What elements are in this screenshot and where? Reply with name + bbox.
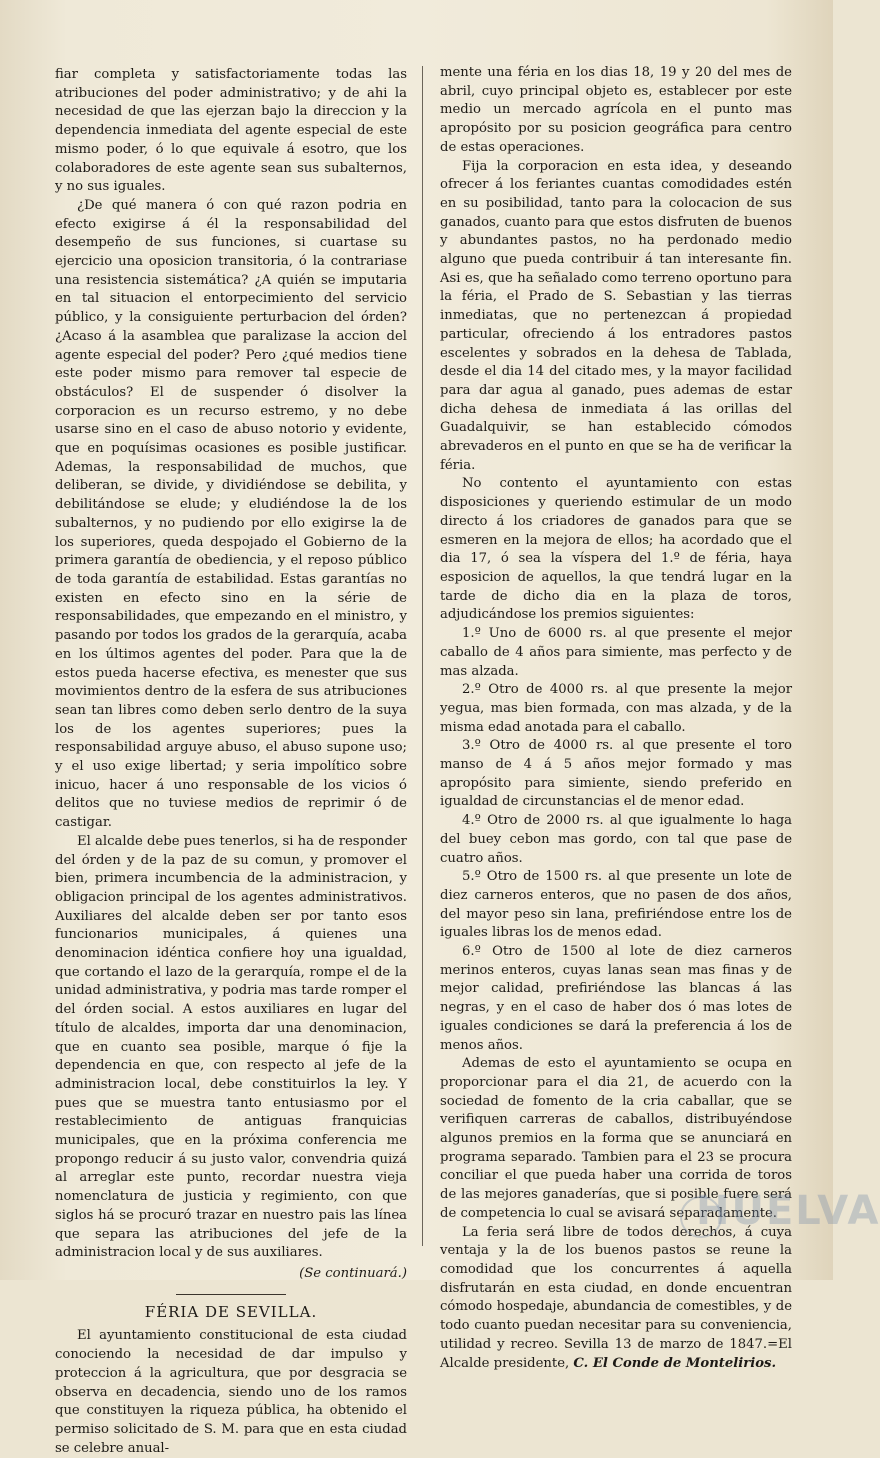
prize-item: 2.º Otro de 4000 rs. al que presente la mejor yegua, mas bien formada, con mas alzada, y de la misma edad anotada para el caballo. (440, 682, 792, 735)
section-divider (176, 1294, 286, 1295)
paragraph: No contento el ayuntamiento con estas disposiciones y queriendo estimular de un modo directo á los criadores de ganados para que se esmeren en la mejora de ellos; ha acordado que el dia 17, ó sea la víspera del 1.º de féria, haya esposicion de aquellos, la que tendrá lugar en la tarde de dicho dia en la plaza de toros, adjudicándose los premios siguientes: (440, 476, 792, 623)
paragraph: El ayuntamiento constitucional de esta ciudad conociendo la necesidad de dar impulso y proteccion á la agricultura, que por desgracia se observa en decadencia, siendo uno de los ramos que constituyen la riqueza pública, ha obtenido el permiso solicitado de S. M. para que en esta ciudad se celebre anual- (55, 1328, 407, 1456)
paragraph: fiar completa y satisfactoriamente todas las atribuciones del poder administrativo; y de ahi la necesidad de que las ejerzan bajo la direccion y la dependencia inmediata del agente especial de este mismo poder, ó lo que equivale á esotro, que los colaboradores de este agente sean sus subalternos, y no sus iguales. (55, 67, 407, 195)
paragraph: Ademas de esto el ayuntamiento se ocupa en proporcionar para el dia 21, de acuerdo con la sociedad de fomento de la cria caballar, que se verifiquen carreras de caballos, distribuyéndose algunos premios en la forma que se anunciará en programa separado. Tambien para el 23 se procura conciliar el que pueda haber una corrida de toros de las mejores ganaderías, que si posible fuere será de competencia lo cual se avisará separadamente. (440, 1056, 792, 1221)
paragraph: Fija la corporacion en esta idea, y deseando ofrecer á los feriantes cuantas comodidades estén en su posibilidad, tanto para la colocacion de sus ganados, cuanto para que estos disfruten de buenos y abundantes pastos, no ha perdonado medio alguno que pueda contribuir á tan interesante fin. Asi es, que ha señalado como terreno oportuno para la féria, el Prado de S. Sebastian y las tierras inmediatas, que no pertenezcan á propiedad particular, ofreciendo á los entradores pastos escelentes y sobrados en la dehesa de Tablada, desde el dia 14 del citado mes, y la mayor facilidad para dar agua al ganado, pues ademas de estar dicha dehesa de inmediata á las orillas del Guadalquivir, se han establecido cómodos abrevaderos en el punto en que se ha de verificar la féria. (440, 158, 792, 473)
paragraph: ¿De qué manera ó con qué razon podria en efecto exigirse á él la responsabilidad del desempeño de sus funciones, si cuartase su ejercicio una oposicion transitoria, ó la contrariase una resistencia sistemática? ¿A quién se imputaria en tal situacion el entorpecimiento del servicio público, y la consiguiente perturbacion del órden? ¿Acaso á la asamblea que paralizase la accion del agente especial del poder? Pero ¿qué medios tiene este poder mismo para remover tal especie de obstáculos? El de suspender ó disolver la corporacion es un recurso estremo, y no debe usarse sino en el caso de abuso notorio y evidente, que en poquísimas ocasiones es posible justificar. Ademas, la responsabilidad de muchos, que deliberan, se divide, y dividiéndose se debilita, y debilitándose se elude; y eludiéndose la de los subalternos, y no pudiendo por ello exigirse la de los superiores, queda despojado el Gobierno de la primera garantía de obediencia, y el reposo público de toda garantía de estabilidad. Estas garantías no existen en efecto sino en la série de responsabilidades, que empezando en el ministro, y pasando por todos los grados de la gerarquía, acaba en los últimos agentes del poder. Para que la de estos pueda hacerse efectiva, es menester que sus movimientos dentro de la esfera de sus atribuciones sean tan libres como deben serlo dentro de la suya los de los agentes superiores; pues la responsabilidad arguye abuso, el abuso supone uso; y el uso exige libertad; y seria impolítico sobre inicuo, hacer á uno responsable de los vicios ó delitos que no tuviese medios de reprimir ó de castigar. (55, 197, 407, 831)
prize-item: 5.º Otro de 1500 rs. al que presente un lote de diez carneros enteros, que no pasen de dos años, del mayor peso sin lana, prefiriéndose entre los de iguales libras los de menos edad. (440, 869, 792, 941)
left-column (55, 66, 407, 1458)
signature: C. El Conde de Montelirios. (573, 1355, 777, 1371)
section-title: FÉRIA DE SEVILLA. (144, 1302, 318, 1321)
prize-item: 3.º Otro de 4000 rs. al que presente el toro manso de 4 á 5 años mejor formado y mas apropósito para simiente, siendo preferido en igualdad de circunstancias el de menor edad. (440, 738, 792, 810)
column-divider (422, 66, 423, 1246)
prize-item: 1.º Uno de 6000 rs. al que presente el mejor caballo de 4 años para simiente, mas perfecto y de mas alzada. (440, 626, 792, 679)
prize-item: 6.º Otro de 1500 al lote de diez carneros merinos enteros, cuyas lanas sean mas finas y de mejor calidad, prefiriéndose las blancas á las negras, y en el caso de haber dos ó mas lotes de iguales condiciones se dará la preferencia á los de menos años. (440, 944, 792, 1053)
closing-text: La feria será libre de todos derechos, á cuya ventaja y la de los buenos pastos se reune la comodidad que los concurrentes á aquella disfrutarán en esta ciudad, en donde encuentran cómodo hospedaje, abundancia de comestibles, y de todo cuanto puedan necesitar para su conveniencia, utilidad y recreo. Sevilla 13 de marzo de 1847.=El Alcalde presidente, (440, 1224, 792, 1371)
continued-note: (Se continuará.) (299, 1266, 407, 1281)
right-column (440, 64, 792, 1373)
watermark: HUELVA (696, 1188, 880, 1234)
prize-item: 4.º Otro de 2000 rs. al que igualmente lo haga del buey cebon mas gordo, con tal que pase de cuatro años. (440, 813, 792, 866)
paragraph: mente una féria en los dias 18, 19 y 20 del mes de abril, cuyo principal objeto es, establecer por este medio un mercado agrícola en el punto mas apropósito por su posicion geográfica para centro de estas operaciones. (440, 65, 792, 155)
paragraph: El alcalde debe pues tenerlos, si ha de responder del órden y de la paz de su comun, y promover el bien, primera incumbencia de la administracion, y obligacion principal de los agentes administrativos. Auxiliares del alcalde deben ser por tanto esos funcionarios municipales, á quienes una denominacion idéntica confiere hoy una igualdad, que cortando el lazo de la gerarquía, rompe el de la unidad administrativa, y podria mas tarde romper el del órden social. A estos auxiliares en lugar del título de alcaldes, importa dar una denominacion, que en cuanto sea posible, marque ó fije la dependencia en que, con respecto al jefe de la administracion local, debe constituirlos la ley. Y pues que se muestra tanto entusiasmo por el restablecimiento de antiguas franquicias municipales, que en la próxima conferencia me propongo reducir á su justo valor, convendria quizá al arreglar este punto, recordar nuestra vieja nomenclatura de justicia y regimiento, con que siglos há se procuró trazar en nuestro pais las línea que separa las atribuciones del jefe de la administracion local y de sus auxiliares. (55, 833, 407, 1261)
